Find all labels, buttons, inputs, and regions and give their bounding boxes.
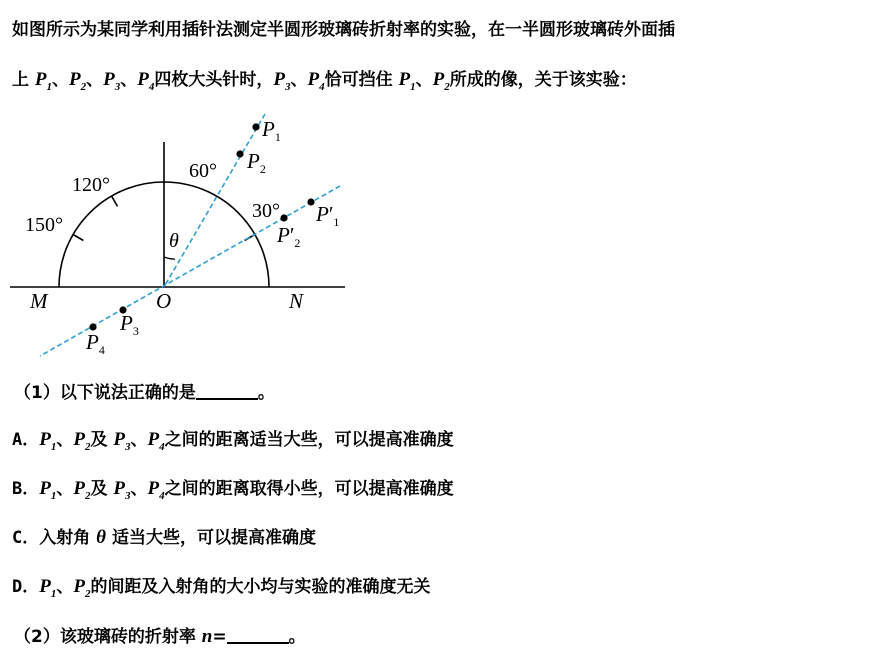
label-150: 150° <box>25 214 63 236</box>
pin-dot-p2-prime <box>280 214 287 221</box>
label-p1-prime: $P'_1$ <box>316 202 340 229</box>
label-p3: $P_3$ <box>120 311 139 338</box>
pin-p1: $P_1$ <box>34 69 53 93</box>
intro-line-1: 如图所示为某同学利用插针法测定半圆形玻璃砖折射率的实验，在一半圆形玻璃砖外面插 <box>12 20 675 40</box>
refraction-diagram <box>0 100 370 365</box>
option-b[interactable]: B．$P_1$、$P_2$及 $P_3$、$P_4$之间的距离取得小些，可以提高准确度 <box>12 478 454 502</box>
pin-p2: $P_2$ <box>69 69 87 93</box>
intro-line-2: 上 $P_1$、$P_2$、$P_3$、$P_4$四枚大头针时，$P_3$、$P_4$恰可挡住 $P_1$、$P_2$所成的像，关于该实验： <box>12 69 637 93</box>
tick-150 <box>73 235 83 241</box>
label-p2: $P_2$ <box>247 149 266 176</box>
label-o: O <box>156 289 172 313</box>
label-120: 120° <box>72 174 110 196</box>
pin-p3-b: $P_3$ <box>273 69 291 93</box>
q1-prompt: （1）以下说法正确的是 。 <box>14 380 275 405</box>
q2-prompt: （2）该玻璃砖的折射率 n= 。 <box>14 626 306 647</box>
q1-answer-blank[interactable] <box>196 380 258 400</box>
label-m: M <box>30 289 48 313</box>
ray-incident <box>164 114 265 287</box>
pin-p4-b: $P_4$ <box>307 69 325 93</box>
label-n: N <box>289 289 304 313</box>
q2-answer-blank[interactable] <box>227 624 289 644</box>
pin-dot-p1-prime <box>307 198 314 205</box>
option-d[interactable]: D．$P_1$、$P_2$的间距及入射角的大小均与实验的准确度无关 <box>12 576 431 600</box>
pin-p3: $P_3$ <box>103 69 121 93</box>
theta-arc <box>164 257 175 259</box>
pin-dot-p2 <box>236 150 243 157</box>
ray-refracted <box>40 186 340 356</box>
option-c[interactable]: C．入射角 θ 适当大些，可以提高准确度 <box>12 527 316 548</box>
label-p4: $P_4$ <box>86 330 105 357</box>
option-a[interactable]: A．$P_1$、$P_2$及 $P_3$、$P_4$之间的距离适当大些，可以提高准确度 <box>12 429 454 453</box>
label-theta: θ <box>169 230 179 252</box>
pin-p4: $P_4$ <box>137 69 155 93</box>
label-p1: $P_1$ <box>262 117 281 144</box>
pin-p2-b: $P_2$ <box>432 69 450 93</box>
tick-120 <box>112 196 118 206</box>
label-p2-prime: $P'_2$ <box>277 223 301 250</box>
pin-p1-b: $P_1$ <box>398 69 416 93</box>
pin-dot-p1 <box>252 123 259 130</box>
label-60: 60° <box>189 160 217 182</box>
label-30: 30° <box>252 200 280 222</box>
